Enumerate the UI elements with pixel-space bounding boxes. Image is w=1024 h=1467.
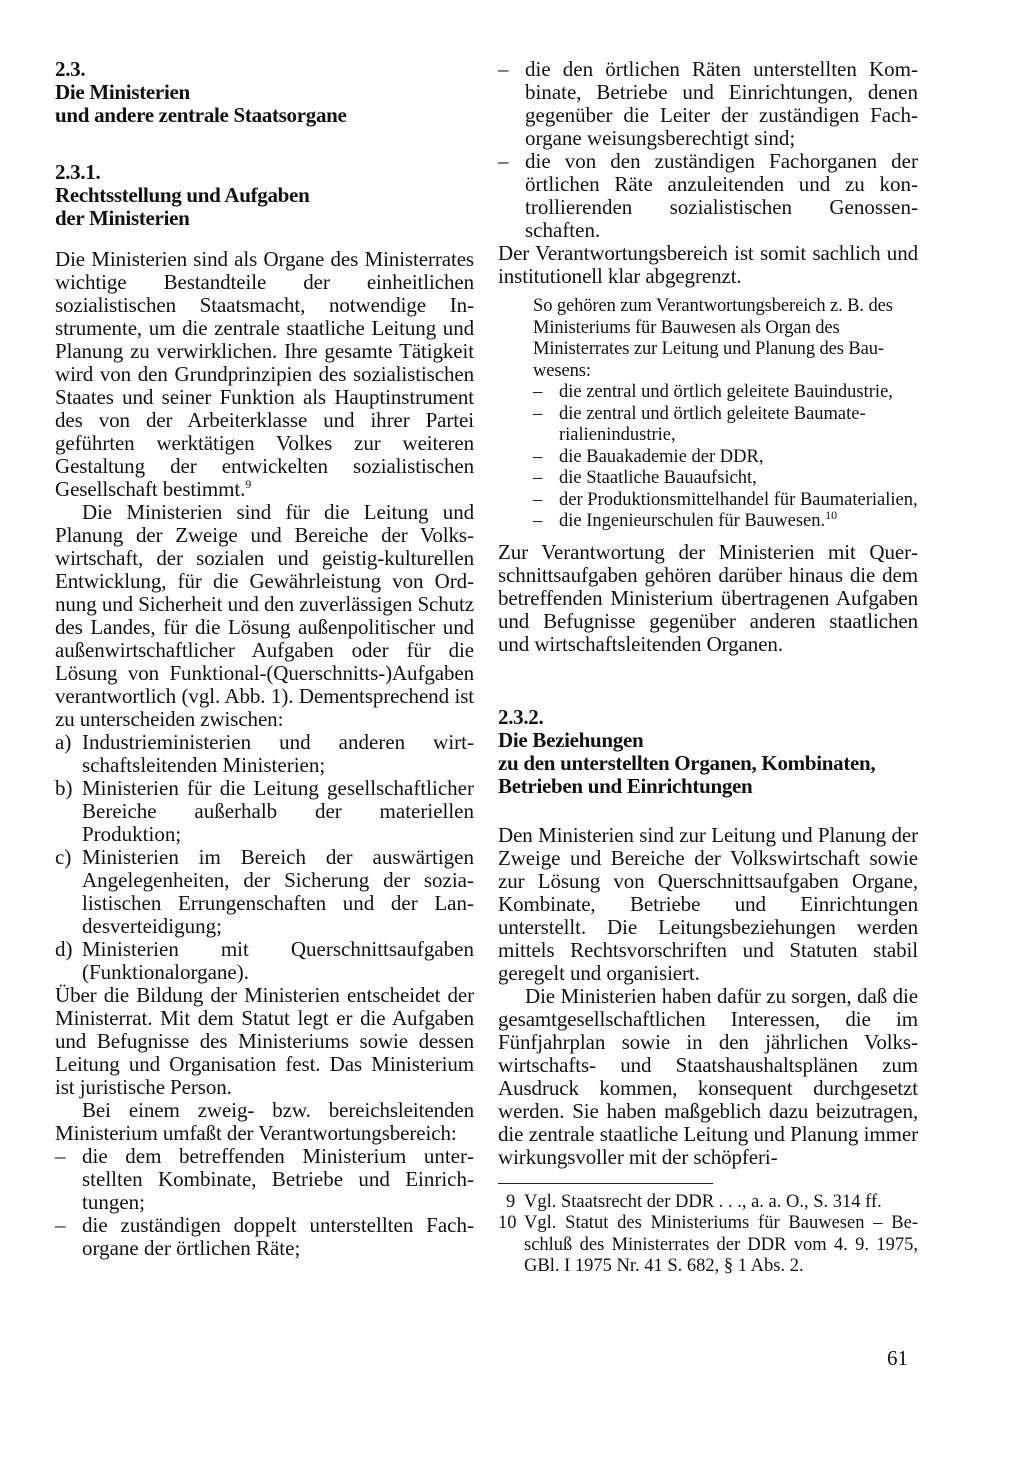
list-item-text: die zuständigen doppelt unterstellten Fachorgane der örtlichen Räte; (82, 1213, 474, 1260)
list-item-text: die Bauakademie der DDR, (559, 446, 764, 467)
list-item (55, 1214, 474, 1260)
left-column (55, 58, 474, 1260)
section-title-line: der Ministerien (55, 206, 190, 230)
list-marker: – (533, 468, 543, 488)
list-marker: – (533, 382, 543, 402)
footnote-rule (498, 1183, 713, 1184)
section-title-line: Die Ministerien (55, 80, 190, 104)
responsibility-list-continued (498, 58, 918, 242)
list-marker: d) (55, 937, 73, 961)
section-title-line: Betrieben und Einrichtungen (498, 773, 753, 798)
right-column (498, 58, 918, 1278)
footnote-number: 10 (498, 1213, 517, 1233)
example-block (498, 296, 918, 533)
paragraph: Bei einem zweig- bzw. bereichsleitenden Ministerium umfaßt der Verantwortungsbereich: (55, 1098, 474, 1145)
list-marker: – (498, 149, 509, 173)
list-marker: b) (55, 776, 73, 800)
list-item (533, 507, 918, 533)
list-marker: – (55, 1144, 66, 1168)
footnote-number: 9 (506, 1191, 516, 1212)
footnote (498, 1213, 918, 1278)
footnote-ref: 9 (245, 477, 252, 491)
section-title-line: Rechtsstellung und Aufgaben (55, 183, 310, 207)
list-item-text: Ministerien mit Querschnittsaufgaben (Funktionalorgane). (82, 937, 474, 984)
list-item (533, 404, 918, 447)
ministry-type-list (55, 731, 474, 984)
section-title-line: zu den unterstellten Organen, Kombinaten, (498, 750, 876, 775)
footnotes (498, 1192, 918, 1278)
list-item-text: die den örtlichen Räten unterstellten Kombinate, Betriebe und Einrichtungen, denen gegenüber die Leiter der zuständigen Fachorgane weisungsberechtigt sind; (525, 57, 918, 150)
list-marker: a) (55, 730, 72, 754)
list-item-text: die zentral und örtlich geleitete Baumaterialienindustrie, (559, 403, 866, 445)
list-item (55, 777, 474, 846)
section-title-line: Die Beziehungen (498, 727, 644, 752)
section-title-line: und andere zentrale Staatsorgane (55, 103, 347, 127)
list-marker: c) (55, 845, 72, 869)
list-item-text: die zentral und örtlich geleitete Bauindustrie, (559, 382, 893, 402)
list-item (498, 150, 918, 242)
paragraph (55, 248, 474, 501)
paragraph: Die Ministerien haben dafür zu sorgen, daß die gesamtgesellschaftlichen Interessen, die im Fünfjahrplan sowie in den jährlichen Volkswirtschafts- und Staatshaushaltsplänen zum Ausdruck kommen, konsequent durchgesetzt werden. Sie haben maßgeblich dazu beizutragen, die zentrale staatliche Leitung und Planung immer wirkungsvoller mit der schöpferi- (498, 983, 918, 1169)
responsibility-list (55, 1145, 474, 1260)
section-number: 2.3.2. (498, 704, 544, 729)
list-item (533, 447, 918, 469)
footnote-ref: 10 (825, 507, 838, 522)
list-marker: – (533, 403, 543, 424)
list-item-text: Ministerien im Bereich der auswärtigen Angelegenheiten, der Sicherung der sozialistischen Errungenschaften und der Landesverteidigung; (82, 845, 474, 938)
list-marker: – (533, 511, 543, 531)
page-number: 61 (887, 1346, 908, 1370)
list-item-text: der Produktionsmittelhandel für Baumaterialien, (559, 489, 918, 510)
section-heading-2-3 (55, 58, 474, 127)
paragraph: Zur Verantwortung der Ministerien mit Querschnittsaufgaben gehören darüber hinaus die dem betreffenden Ministerium übertragenen Aufgaben und Befugnisse gegenüber anderen staatlichen und wirtschaftsleitenden Organen. (498, 539, 918, 656)
list-item (55, 731, 474, 777)
paragraph: Über die Bildung der Ministerien entscheidet der Ministerrat. Mit dem Statut legt er die Aufgaben und Befugnisse des Ministeriums sowie dessen Leitung und Organisation fest. Das Ministerium ist juristische Person. (55, 983, 474, 1099)
list-marker: – (498, 57, 509, 81)
list-item-text: Industrieministerien und anderen wirtschaftsleitenden Ministerien; (82, 730, 474, 777)
list-item-text: Ministerien für die Leitung gesellschaftlicher Bereiche außerhalb der materiellen Produktion; (82, 776, 474, 846)
section-heading-2-3-2 (498, 706, 918, 798)
example-list (533, 382, 918, 533)
footnote-text: Vgl. Statut des Ministeriums für Bauwesen – Beschluß des Ministerrates der DDR vom 4. 9. 1975, GBl. I 1975 Nr. 41 S. 682, § 1 Abs. 2. (524, 1213, 918, 1276)
example-intro: So gehören zum Verantwortungsbereich z. B. des Ministeriums für Bauwesen als Organ des Ministerrates zur Leitung und Planung des Bauwesens: (533, 296, 893, 381)
list-item-text: die Ingenieurschulen für Bauwesen. (559, 511, 826, 531)
paragraph: Der Verantwortungsbereich ist somit sachlich und institutionell klar abgegrenzt. (498, 241, 918, 288)
list-item (55, 938, 474, 984)
section-number: 2.3. (55, 57, 86, 81)
paragraph: Den Ministerien sind zur Leitung und Planung der Zweige und Bereiche der Volkswirtschaft sowie zur Lösung von Querschnittsaufgaben Organe, Kombinate, Betriebe und Einrichtungen unterstellt. Die Leitungsbeziehungen werden mittels Rechtsvorschriften und Statuten stabil geregelt und organisiert. (498, 822, 918, 985)
section-heading-2-3-1 (55, 161, 474, 230)
list-item (533, 490, 918, 512)
list-marker: – (55, 1213, 66, 1237)
paragraph: Die Ministerien sind für die Leitung und Planung der Zweige und Bereiche der Volkswirtschaft, der sozialen und geistig-kulturellen Entwicklung, für die Gewährleistung von Ordnung und Sicherheit und den zuverlässigen Schutz des Landes, für die Lösung außenpolitischer und außenwirtschaftlicher Aufgaben oder für die Lösung von Funktional-(Querschnitts-)Aufgaben verantwortlich (vgl. Abb. 1). Dementsprechend ist zu unterscheiden zwischen: (55, 500, 474, 731)
paragraph-text: Die Ministerien sind als Organe des Ministerrates wichtige Bestandteile der einheitlichen sozialistischen Staatsmacht, notwendige Instrumente, um die zentrale staatliche Leitung und Planung zu verwirklichen. Ihre gesamte Tätigkeit wird von den Grundprinzipien des sozialistischen Staates und seiner Funktion als Hauptinstrument des von der Arbeiterklasse und ihrer Partei geführten werktätigen Volkes zur weiteren Gestaltung der entwickelten sozialistischen Gesellschaft bestimmt. (55, 247, 474, 501)
list-item-text: die von den zuständigen Fachorganen der örtlichen Räte anzuleitenden und zu kontrollierenden sozialistischen Genossenschaften. (525, 149, 918, 242)
list-marker: – (533, 446, 543, 467)
list-item-text: die dem betreffenden Ministerium unterstellten Kombinate, Betriebe und Einrichtungen; (82, 1144, 474, 1214)
list-item (498, 58, 918, 150)
list-item-text: die Staatliche Bauaufsicht, (559, 468, 757, 488)
list-marker: – (533, 489, 543, 510)
section-number: 2.3.1. (55, 160, 101, 184)
list-item (55, 846, 474, 938)
list-item (533, 468, 918, 490)
list-item (55, 1145, 474, 1214)
list-item (533, 382, 918, 404)
footnote (498, 1192, 918, 1214)
footnote-text: Vgl. Staatsrecht der DDR . . ., a. a. O., S. 314 ff. (524, 1191, 882, 1212)
